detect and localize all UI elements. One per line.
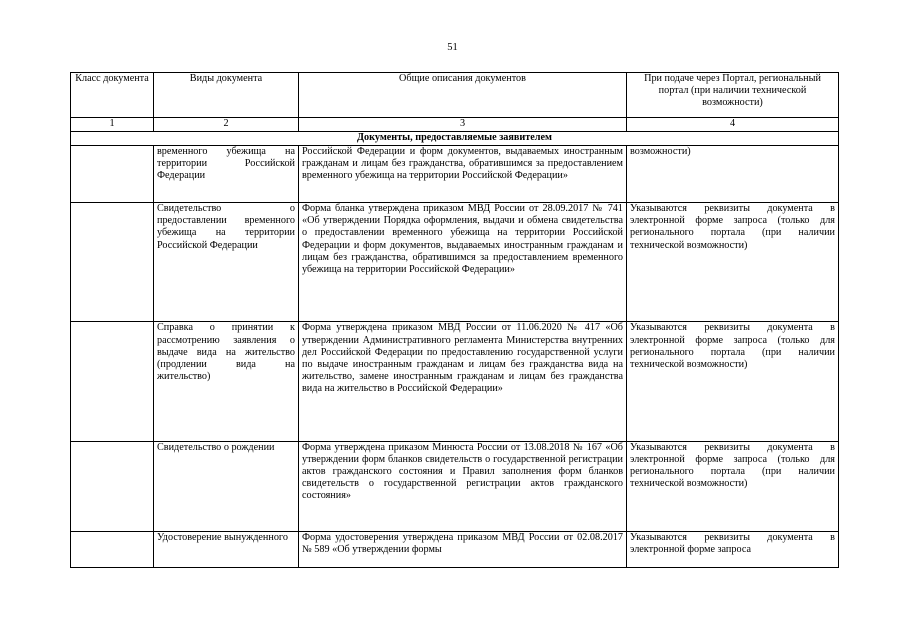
cell-class — [71, 531, 154, 567]
documents-table — [70, 72, 839, 568]
cell-portal: Указываются реквизиты документа в электронной форме запроса (только для регионального портала (при наличии технической возможности) — [627, 203, 839, 322]
table-row — [71, 146, 839, 203]
cell-portal: Указываются реквизиты документа в электронной форме запроса — [627, 531, 839, 567]
column-number: 2 — [154, 118, 299, 132]
table-row — [71, 322, 839, 441]
table-row — [71, 441, 839, 531]
cell-type: Свидетельство о рождении — [154, 441, 299, 531]
cell-description: Форма утверждена приказом МВД России от 11.06.2020 № 417 «Об утверждении Административного регламента Министерства внутренних дел Российской Федерации по предоставлению государственной услуги по выдаче иностранным гражданам и лицам без гражданства вида на жительство, замене иностранным гражданам и лицам без гражданства вида на жительство в Российской Федерации» — [299, 322, 627, 441]
cell-class — [71, 322, 154, 441]
cell-description: Российской Федерации и форм документов, выдаваемых иностранным гражданам и лицам без гражданства, обратившимся за предоставлением временного убежища на территории Российской Федерации» — [299, 146, 627, 203]
section-row — [71, 132, 839, 146]
section-title: Документы, предоставляемые заявителем — [71, 132, 839, 146]
cell-portal: Указываются реквизиты документа в электронной форме запроса (только для регионального портала (при наличии технической возможности) — [627, 322, 839, 441]
cell-type: временного убежища на территории Российской Федерации — [154, 146, 299, 203]
cell-class — [71, 146, 154, 203]
cell-description: Форма удостоверения утверждена приказом МВД России от 02.08.2017 № 589 «Об утверждении формы — [299, 531, 627, 567]
cell-type: Свидетельство о предоставлении временного убежища на территории Российской Федерации — [154, 203, 299, 322]
cell-class — [71, 441, 154, 531]
header-description: Общие описания документов — [299, 73, 627, 118]
table-row — [71, 203, 839, 322]
header-type: Виды документа — [154, 73, 299, 118]
cell-class — [71, 203, 154, 322]
column-number: 4 — [627, 118, 839, 132]
cell-type: Справка о принятии к рассмотрению заявления о выдаче вида на жительство (продлении вида на жительство) — [154, 322, 299, 441]
cell-type: Удостоверение вынужденного — [154, 531, 299, 567]
header-portal: При подаче через Портал, региональный портал (при наличии технической возможности) — [627, 73, 839, 118]
cell-description: Форма утверждена приказом Минюста России от 13.08.2018 № 167 «Об утверждении форм бланков свидетельств о государственной регистрации актов гражданского состояния и Правил заполнения форм бланков свидетельств о государственной регистрации актов гражданского состояния» — [299, 441, 627, 531]
header-class: Класс документа — [71, 73, 154, 118]
table-header-row — [71, 73, 839, 118]
column-number: 3 — [299, 118, 627, 132]
column-number: 1 — [71, 118, 154, 132]
cell-portal: Указываются реквизиты документа в электронной форме запроса (только для регионального портала (при наличии технической возможности) — [627, 441, 839, 531]
page-number: 51 — [447, 42, 458, 53]
cell-portal: возможности) — [627, 146, 839, 203]
table-row — [71, 531, 839, 567]
column-number-row — [71, 118, 839, 132]
cell-description: Форма бланка утверждена приказом МВД России от 28.09.2017 № 741 «Об утверждении Порядка оформления, выдачи и обмена свидетельства о предоставлении временного убежища на территории Российской Федерации и форм документов, выдаваемых иностранным гражданам и лицам без гражданства, обратившимся за предоставлением временного убежища на территории Российской Федерации» — [299, 203, 627, 322]
